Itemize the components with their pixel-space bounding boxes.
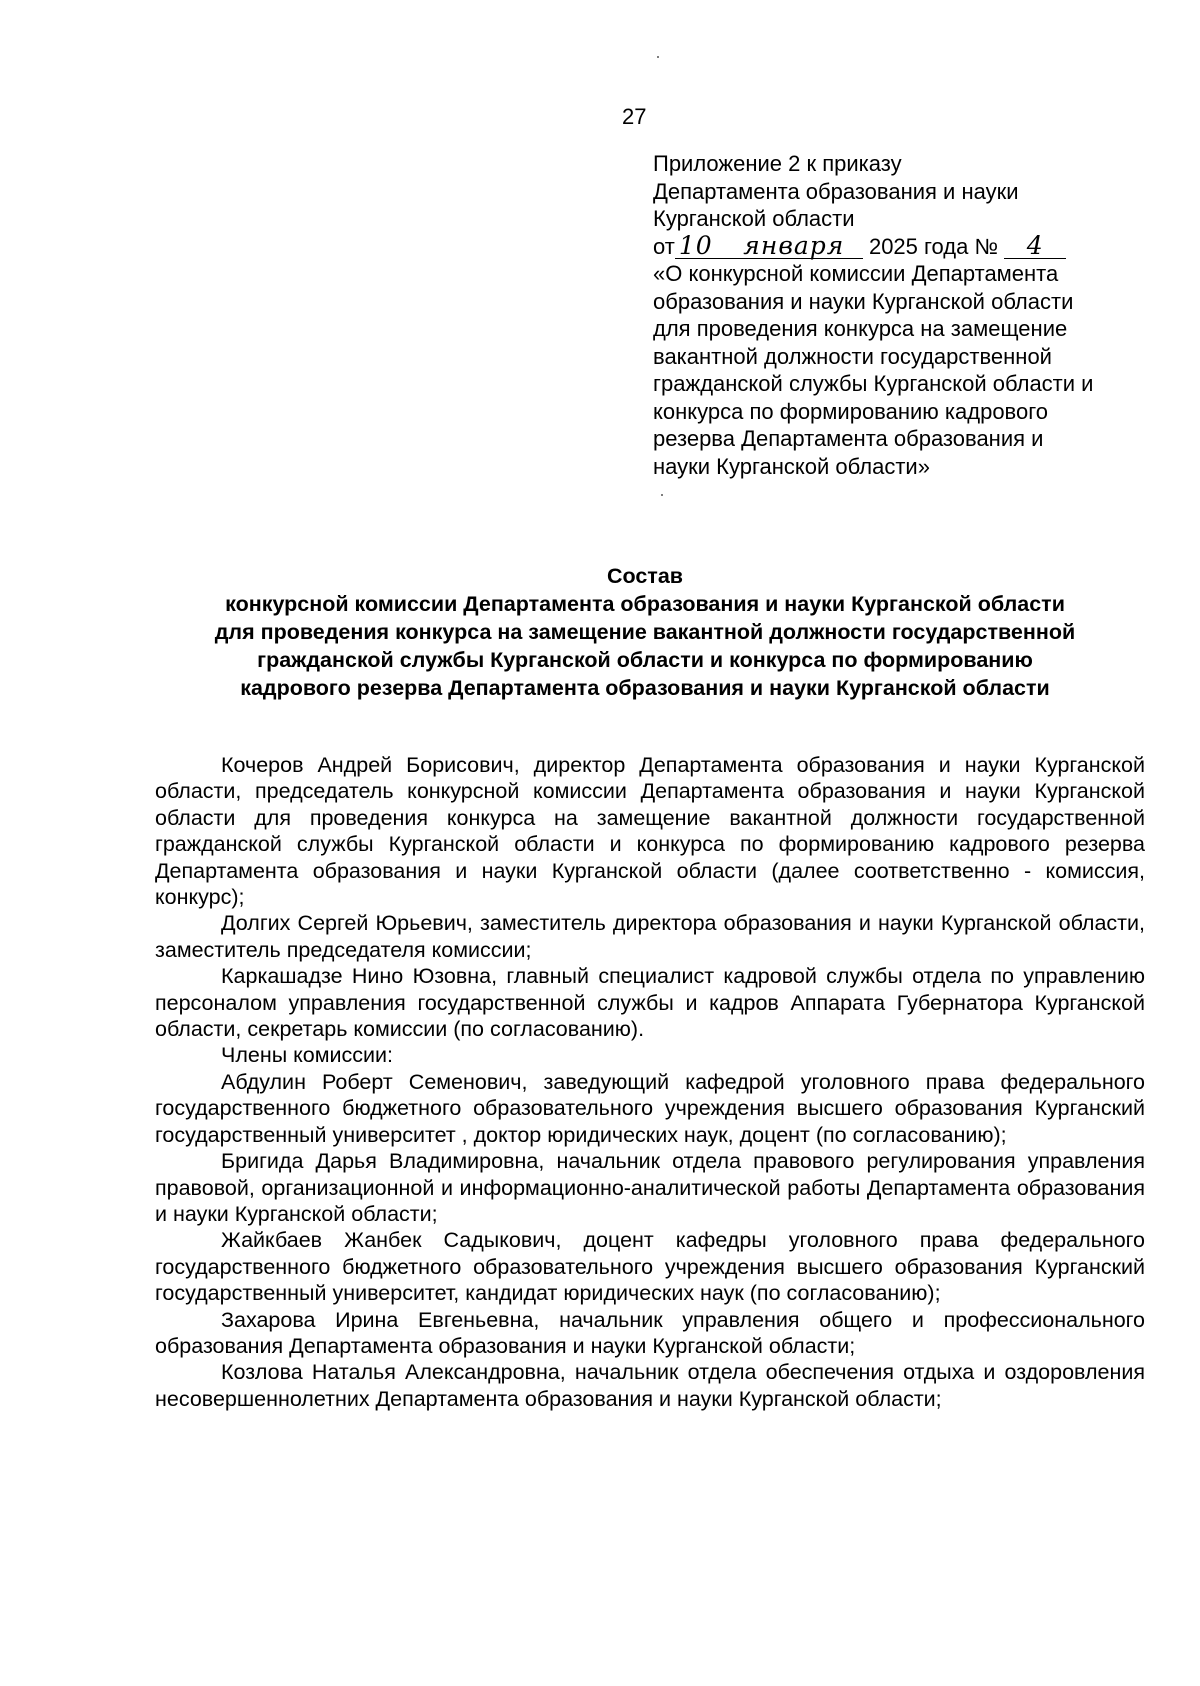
members-label: Члены комиссии:: [221, 1043, 394, 1068]
member-paragraph: Козлова Наталья Александровна, начальник отдела обеспечения отдыха и оздоровления несовершеннолетних Департамента образования и науки Курганской области;: [155, 1360, 1145, 1411]
date-prefix: от: [653, 233, 675, 259]
appendix-line: Департамента образования и науки: [653, 178, 1019, 204]
title-line: гражданской службы Курганской области и конкурса по формированию: [257, 648, 1033, 672]
appendix-subject-line: «О конкурсной комиссии Департамента: [653, 261, 1059, 286]
commission-members: [155, 752, 1145, 1412]
appendix-subject-line: вакантной должности государственной: [653, 343, 1052, 369]
title-line: кадрового резерва Департамента образования и науки Курганской области: [240, 676, 1050, 700]
title-heading: Состав: [606, 564, 684, 588]
document-title: [150, 562, 1140, 702]
appendix-date-line: [653, 230, 1173, 261]
scan-speck: [661, 494, 663, 496]
title-line: конкурсной комиссии Департамента образования и науки Курганской области: [225, 592, 1065, 616]
handwritten-month: января: [725, 234, 863, 259]
member-paragraph: Абдулин Роберт Семенович, заведующий кафедрой уголовного права федерального государственного бюджетного образовательного учреждения высшего образования Курганский государственный университет , доктор юридических наук, доцент (по согласованию);: [155, 1069, 1145, 1147]
handwritten-day: 10: [675, 234, 725, 259]
scan-speck: [657, 56, 659, 58]
appendix-subject-line: науки Курганской области»: [653, 453, 930, 479]
member-paragraph: Жайкбаев Жанбек Садыкович, доцент кафедры уголовного права федерального государственного бюджетного образовательного учреждения высшего образования Курганский государственный университет, кандидат юридических наук (по согласованию);: [155, 1228, 1145, 1306]
appendix-subject-line: резерва Департамента образования и: [653, 426, 1044, 451]
appendix-header: [653, 150, 1173, 480]
page-number: 27: [622, 104, 647, 129]
title-line: для проведения конкурса на замещение вакантной должности государственной: [214, 620, 1076, 644]
appendix-subject-line: гражданской службы Курганской области и: [653, 371, 1094, 396]
appendix-line: Приложение 2 к приказу: [653, 151, 902, 176]
handwritten-order-number: 4: [1004, 234, 1066, 259]
member-paragraph: Захарова Ирина Евгеньевна, начальник управления общего и профессионального образования Департамента образования и науки Курганской области;: [155, 1307, 1145, 1358]
appendix-subject-line: конкурса по формированию кадрового: [653, 398, 1049, 424]
deputy-paragraph: Долгих Сергей Юрьевич, заместитель директора образования и науки Курганской области, заместитель председателя комиссии;: [155, 911, 1145, 962]
date-year-text: 2025 года №: [868, 233, 999, 259]
member-paragraph: Бригида Дарья Владимировна, начальник отдела правового регулирования управления правовой, организационной и информационно-аналитической работы Департамента образования и науки Курганской области;: [155, 1149, 1145, 1226]
appendix-subject-line: для проведения конкурса на замещение: [653, 316, 1068, 341]
appendix-line: Курганской области: [653, 206, 855, 231]
appendix-subject-line: образования и науки Курганской области: [653, 288, 1074, 314]
secretary-paragraph: Каркашадзе Нино Юзовна, главный специалист кадровой службы отдела по управлению персоналом управления государственной службы и кадров Аппарата Губернатора Курганской области, секретарь комиссии (по согласованию).: [155, 964, 1145, 1042]
chair-paragraph: Кочеров Андрей Борисович, директор Департамента образования и науки Курганской области, председатель конкурсной комиссии Департамента образования и науки Курганской области для проведения конкурса на замещение вакантной должности государственной гражданской службы Курганской области и конкурса по формированию кадрового резерва Департамента образования и науки Курганской области (далее соответственно - комиссия, конкурс);: [155, 753, 1145, 910]
